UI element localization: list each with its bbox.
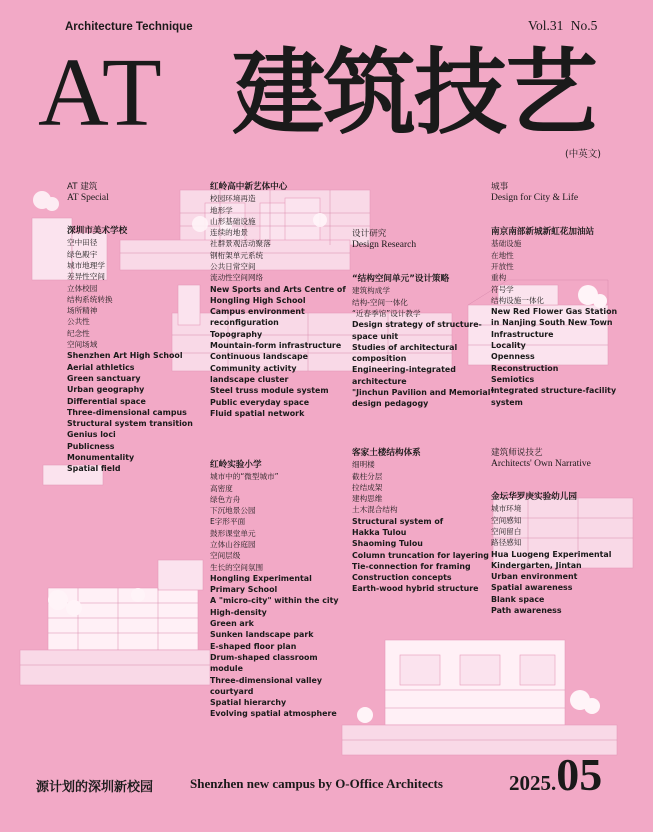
- keyword-en: Spatial field: [67, 464, 121, 474]
- keyword-zh: 城市中的“微型城市”: [210, 472, 279, 482]
- article-title-en: Design strategy of structure-: [352, 320, 482, 330]
- keyword-en: Sunken landscape park: [210, 630, 314, 640]
- keyword-zh: 空间留白: [491, 527, 522, 536]
- section-title-zh: 设计研究: [352, 229, 387, 239]
- issue-month: 05: [556, 749, 603, 800]
- issue-year: 2025.: [509, 771, 557, 795]
- keyword-en: Openness: [491, 352, 535, 362]
- keyword-en: Genius loci: [67, 430, 116, 440]
- article-title-en: space unit: [352, 331, 399, 341]
- keyword-zh: 符号学: [491, 284, 514, 294]
- keyword-en: Publicness: [67, 441, 115, 451]
- keyword-zh: 山形基础设施: [210, 216, 256, 226]
- keyword-en: E-shaped floor plan: [210, 641, 297, 651]
- keyword-en: Green ark: [210, 619, 254, 629]
- keyword-list-zh: [352, 459, 489, 515]
- keyword-en: Integrated structure-facility: [491, 386, 617, 396]
- keyword-zh: 拉结成架: [352, 482, 383, 492]
- article-title-en: Structural system of: [352, 516, 444, 526]
- keyword-en: Differential space: [67, 396, 146, 406]
- article-title-zh: 红岭实验小学: [210, 460, 262, 470]
- keyword-en: Campus environment: [210, 307, 305, 317]
- keyword-en: Three-dimensional valley: [210, 675, 323, 685]
- keyword-zh: 空间场域: [67, 340, 98, 350]
- cover-topic-en: Shenzhen new campus by O-Office Architects: [190, 776, 443, 791]
- keyword-zh: 公共性: [67, 317, 90, 327]
- keyword-en: "Jinchun Pavilion and Memorial": [352, 388, 495, 398]
- keyword-en: Construction concepts: [352, 573, 452, 583]
- keyword-list-zh: [491, 238, 617, 306]
- keyword-en: Engineering-integrated: [352, 365, 456, 375]
- column-design-research: [352, 229, 495, 410]
- column-hakka-tulou: [352, 448, 489, 595]
- keyword-zh: 空间感知: [491, 515, 522, 525]
- keyword-zh: 开放性: [491, 262, 514, 271]
- article-title-en: Primary School: [210, 585, 278, 595]
- column-city-life: [491, 182, 617, 408]
- keyword-en: Path awareness: [491, 606, 562, 616]
- section-title-zh: 城事: [491, 182, 509, 192]
- keyword-zh: 绿色殿宇: [67, 249, 98, 259]
- keyword-en: Urban environment: [491, 572, 578, 582]
- keyword-zh: 城市地理学: [67, 261, 105, 270]
- section-drawing-kindergarten: [340, 630, 620, 758]
- keyword-en: Steel truss module system: [210, 386, 329, 396]
- keyword-en: Structural system transition: [67, 419, 193, 429]
- keyword-list-en: [352, 319, 495, 409]
- keyword-zh: 立体校园: [67, 283, 98, 293]
- article-title-en: Hongling High School: [210, 295, 306, 305]
- section-title-en: Design for City & Life: [491, 193, 579, 204]
- keyword-zh: 结构系统转换: [67, 294, 113, 304]
- column-hongling-centre: [210, 182, 346, 419]
- publication-name-en: Architecture Technique: [65, 21, 193, 33]
- section-title-en: Design Research: [352, 240, 417, 251]
- article-title-en: in Nanjing South New Town: [491, 318, 613, 328]
- edition-label: (中英文): [565, 149, 601, 160]
- section-title-en: Architects' Own Narrative: [491, 459, 591, 470]
- logo-chinese: 建筑技艺: [232, 38, 596, 147]
- keyword-en: Locality: [491, 341, 526, 351]
- keyword-zh: 连续的地景: [210, 228, 248, 238]
- keyword-zh: 空间层级: [210, 551, 241, 561]
- keyword-en: composition: [352, 354, 407, 364]
- article-title-en: Hakka Tulou: [352, 527, 407, 537]
- keyword-zh: 土木混合结构: [352, 505, 398, 515]
- volume-label: [528, 18, 597, 34]
- article-title-zh: 南京南部新城新虹花加油站: [491, 227, 595, 238]
- keyword-zh: 地形学: [210, 205, 233, 215]
- keyword-list-en: [491, 549, 611, 617]
- keyword-zh: 差异性空间: [67, 272, 105, 282]
- keyword-en: reconfiguration: [210, 318, 279, 328]
- keyword-zh: 社群景观活动聚落: [210, 239, 271, 249]
- keyword-zh: 截柱分层: [352, 471, 383, 481]
- article-title-en: Kindergarten, Jintan: [491, 560, 582, 570]
- section-title-zh: AT 建筑: [67, 182, 98, 192]
- keyword-en: design pedagogy: [352, 399, 429, 409]
- keyword-en: Public everyday space: [210, 397, 310, 407]
- keyword-en: landscape cluster: [210, 374, 289, 384]
- keyword-zh: 城市环境: [491, 504, 522, 514]
- article-title-en: Hongling Experimental: [210, 573, 312, 583]
- keyword-zh: “近春季馆”设计教学: [352, 309, 421, 318]
- keyword-list-en: [67, 350, 193, 474]
- keyword-en: Drum-shaped classroom: [210, 652, 318, 662]
- keyword-zh: 细明楼: [352, 460, 375, 470]
- keyword-zh: 流动性空间网络: [210, 273, 264, 283]
- keyword-en: architecture: [352, 376, 407, 386]
- keyword-list-zh: [491, 503, 611, 548]
- keyword-zh: 场所精神: [67, 306, 98, 316]
- cover-topic-zh: 源计划的深圳新校园: [36, 780, 154, 795]
- keyword-en: Studies of architectural: [352, 342, 458, 352]
- keyword-en: Three-dimensional campus: [67, 407, 187, 417]
- keyword-zh: 空中田径: [67, 238, 98, 248]
- keyword-en: Reconstruction: [491, 363, 559, 373]
- article-title-en: Hua Luogeng Experimental: [491, 549, 612, 559]
- keyword-en: system: [491, 397, 523, 407]
- column-at-special: [67, 182, 193, 475]
- keyword-list-en: [210, 573, 339, 720]
- keyword-zh: 公共日常空间: [210, 261, 256, 271]
- keyword-en: Earth-wood hybrid structure: [352, 584, 479, 594]
- article-title-zh: 红岭高中新艺体中心: [210, 182, 288, 192]
- keyword-list-zh: [210, 193, 346, 283]
- article-title-en: Shenzhen Art High School: [67, 351, 183, 361]
- keyword-zh: 下沉地景公园: [210, 506, 256, 516]
- article-title-zh: 金坛华罗庚实验幼儿园: [491, 492, 577, 503]
- logo-at: AT: [38, 39, 166, 147]
- keyword-list-en: [352, 516, 489, 595]
- keyword-zh: 结构设施一体化: [491, 295, 545, 305]
- keyword-en: Blank space: [491, 594, 545, 604]
- issue-date: [509, 749, 603, 800]
- keyword-zh: 建筑构成学: [352, 286, 390, 296]
- keyword-en: Monumentality: [67, 453, 135, 463]
- keyword-en: Green sanctuary: [67, 373, 141, 383]
- keyword-zh: 生长的空间氛围: [210, 562, 264, 572]
- keyword-zh: 校园环境再造: [210, 194, 256, 204]
- keyword-list-zh: [67, 237, 193, 350]
- keyword-en: Topography: [210, 329, 263, 339]
- keyword-zh: 纪念性: [67, 328, 90, 338]
- keyword-zh: 结构-空间一体化: [352, 297, 408, 307]
- keyword-en: Mountain-form infrastructure: [210, 341, 342, 351]
- keyword-en: Infrastructure: [491, 329, 554, 339]
- keyword-zh: 绿色方舟: [210, 494, 241, 504]
- article-title-zh: 深圳市美术学校: [67, 226, 128, 237]
- article-title-en: New Red Flower Gas Station: [491, 307, 618, 317]
- section-title-en: AT Special: [67, 193, 109, 204]
- keyword-en: Aerial athletics: [67, 362, 135, 372]
- keyword-zh: E字形平面: [210, 517, 246, 527]
- section-title-zh: 建筑师说技艺: [491, 448, 543, 458]
- column-hongling-primary: [210, 460, 339, 720]
- keyword-zh: 在地性: [491, 250, 514, 260]
- keyword-en: Continuous landscape: [210, 352, 309, 362]
- keyword-zh: 建构思维: [352, 494, 383, 504]
- keyword-en: High-density: [210, 607, 267, 617]
- keyword-zh: 高密度: [210, 483, 233, 493]
- keyword-en: module: [210, 664, 243, 674]
- article-title-en: Shaoming Tulou: [352, 539, 423, 549]
- keyword-en: Column truncation for layering: [352, 550, 489, 560]
- keyword-en: Spatial awareness: [491, 583, 573, 593]
- keyword-en: Fluid spatial network: [210, 408, 305, 418]
- axonometric-drawing-primary-school: [18, 460, 213, 688]
- issue-number: No.5: [570, 18, 598, 33]
- keyword-zh: 重构: [491, 273, 507, 283]
- keyword-list-en: [491, 306, 617, 408]
- keyword-en: A "micro-city" within the city: [210, 596, 339, 606]
- keyword-en: Evolving spatial atmosphere: [210, 709, 337, 719]
- keyword-zh: 基础设施: [491, 239, 522, 249]
- keyword-list-zh: [352, 285, 495, 319]
- keyword-en: Urban geography: [67, 385, 145, 395]
- volume-number: Vol.31: [528, 18, 564, 33]
- keyword-list-zh: [210, 471, 339, 573]
- keyword-en: Semiotics: [491, 374, 535, 384]
- keyword-en: Tie-connection for framing: [352, 561, 471, 571]
- keyword-en: courtyard: [210, 686, 254, 696]
- keyword-zh: 立体山谷庭园: [210, 539, 256, 549]
- keyword-zh: 鼓形课堂单元: [210, 528, 256, 538]
- keyword-en: Spatial hierarchy: [210, 698, 287, 708]
- column-architects-narrative: [491, 448, 611, 616]
- article-title-zh: “结构空间单元”设计策略: [352, 274, 450, 285]
- article-title-zh: 客家土楼结构体系: [352, 448, 421, 458]
- keyword-list-en: [210, 284, 346, 420]
- keyword-zh: 钢桁架单元系统: [210, 250, 264, 260]
- keyword-zh: 路径感知: [491, 538, 522, 548]
- keyword-en: Community activity: [210, 363, 297, 373]
- article-title-en: New Sports and Arts Centre of: [210, 284, 346, 294]
